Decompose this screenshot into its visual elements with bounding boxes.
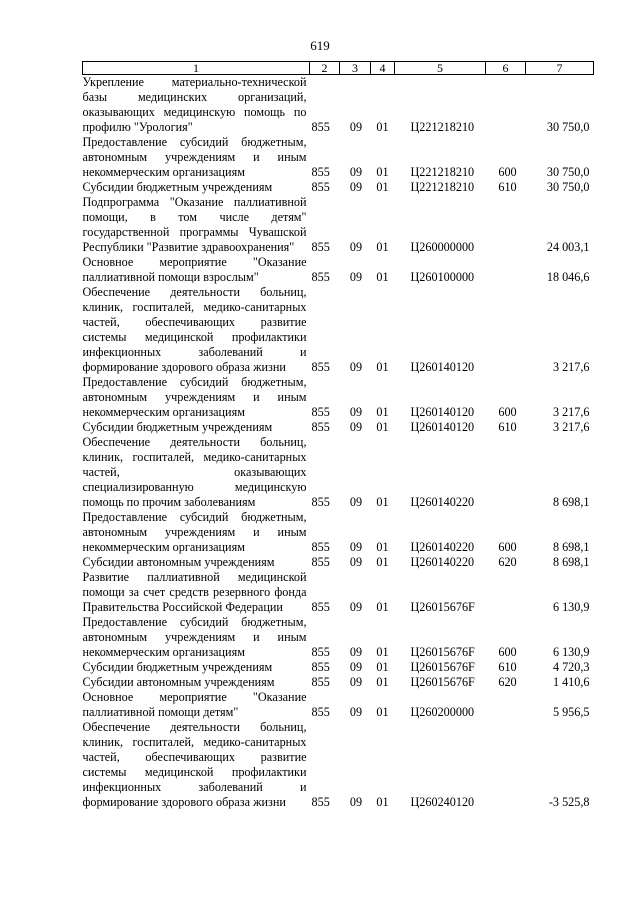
row-gov-code-cell: 855 bbox=[311, 180, 330, 194]
row-gov-code-cell: 855 bbox=[311, 405, 330, 419]
table-row bbox=[83, 195, 594, 255]
table-row bbox=[83, 570, 594, 615]
row-target-article-cell: Ц26015676F bbox=[410, 660, 475, 674]
table-row bbox=[83, 675, 594, 690]
row-expense-type-cell: 600 bbox=[498, 645, 517, 659]
table-row bbox=[83, 510, 594, 555]
table-row bbox=[83, 660, 594, 675]
row-name-cell bbox=[83, 195, 310, 255]
row-name-text: Предоставление субсидий бюджетным, автономным учреждениям и иным некоммерческим организациям bbox=[82, 375, 307, 419]
row-target-article-cell: Ц260140120 bbox=[410, 360, 475, 374]
table-row bbox=[83, 690, 594, 720]
row-name-cell bbox=[83, 720, 310, 810]
header-cell-target-article: 5 bbox=[395, 62, 486, 75]
table-row bbox=[83, 435, 594, 510]
row-target-article-cell: Ц221218210 bbox=[410, 180, 475, 194]
row-gov-code-cell: 855 bbox=[311, 120, 330, 134]
row-section-cell: 09 bbox=[349, 705, 363, 719]
row-name-text: Развитие паллиативной медицинской помощи за счет средств резервного фонда Правительства Российской Федерации bbox=[82, 570, 307, 614]
row-name-cell bbox=[83, 135, 310, 180]
row-name-cell bbox=[83, 690, 310, 720]
table-row bbox=[83, 720, 594, 810]
row-gov-code-cell: 855 bbox=[311, 555, 330, 569]
row-subsection-cell: 01 bbox=[376, 120, 389, 134]
row-name-text: Предоставление субсидий бюджетным, автономным учреждениям и иным некоммерческим организациям bbox=[82, 510, 307, 554]
row-target-article-cell: Ц260140120 bbox=[410, 420, 475, 434]
row-target-article-cell: Ц26015676F bbox=[410, 600, 475, 614]
row-expense-type-cell bbox=[486, 75, 526, 136]
row-section-cell: 09 bbox=[349, 405, 363, 419]
row-amount-cell: 6 130,9 bbox=[552, 645, 590, 659]
row-gov-code-cell: 855 bbox=[311, 675, 330, 689]
table-body bbox=[83, 75, 594, 811]
row-target-article-cell: Ц260140220 bbox=[410, 540, 475, 554]
row-gov-code-cell: 855 bbox=[311, 240, 330, 254]
row-amount-cell: 8 698,1 bbox=[552, 555, 590, 569]
row-gov-code-cell: 855 bbox=[311, 270, 330, 284]
row-subsection-cell: 01 bbox=[376, 600, 389, 614]
row-subsection-cell: 01 bbox=[376, 645, 389, 659]
table-row bbox=[83, 255, 594, 285]
row-expense-type-cell: 610 bbox=[498, 180, 517, 194]
row-amount-cell: 6 130,9 bbox=[552, 600, 590, 614]
row-subsection-cell: 01 bbox=[376, 540, 389, 554]
row-target-article-cell: Ц260140120 bbox=[410, 405, 475, 419]
row-name-cell bbox=[83, 555, 310, 570]
row-expense-type-cell: 600 bbox=[498, 165, 517, 179]
row-amount-cell: 24 003,1 bbox=[546, 240, 590, 254]
row-expense-type-cell bbox=[486, 690, 526, 720]
row-expense-type-cell: 610 bbox=[498, 420, 517, 434]
row-gov-code-cell: 855 bbox=[311, 420, 330, 434]
row-expense-type-cell bbox=[486, 195, 526, 255]
row-name-cell bbox=[83, 570, 310, 615]
row-name-cell bbox=[83, 375, 310, 420]
row-target-article-cell: Ц260240120 bbox=[410, 795, 475, 809]
row-name-text: Субсидии бюджетным учреждениям bbox=[82, 180, 273, 194]
table-row bbox=[83, 555, 594, 570]
row-section-cell: 09 bbox=[349, 180, 363, 194]
row-amount-cell: 3 217,6 bbox=[552, 360, 590, 374]
row-gov-code-cell: 855 bbox=[311, 360, 330, 374]
row-name-cell bbox=[83, 180, 310, 195]
row-section-cell: 09 bbox=[349, 600, 363, 614]
row-section-cell: 09 bbox=[349, 660, 363, 674]
header-cell-section: 3 bbox=[340, 62, 371, 75]
row-name-text: Субсидии автономным учреждениям bbox=[82, 555, 275, 569]
row-name-cell bbox=[83, 255, 310, 285]
row-amount-cell: 8 698,1 bbox=[552, 495, 590, 509]
row-section-cell: 09 bbox=[349, 540, 363, 554]
table-row bbox=[83, 285, 594, 375]
row-gov-code-cell: 855 bbox=[311, 645, 330, 659]
table-row bbox=[83, 375, 594, 420]
header-cell-amount: 7 bbox=[526, 62, 594, 75]
row-name-text: Обеспечение деятельности больниц, клиник, госпиталей, медико-санитарных частей, обеспечивающих развитие системы медицинской профилактики инфекционных заболеваний и формирование здорового образа жизни bbox=[82, 720, 307, 809]
row-name-cell bbox=[83, 75, 310, 136]
row-name-cell bbox=[83, 435, 310, 510]
row-subsection-cell: 01 bbox=[376, 270, 389, 284]
row-subsection-cell: 01 bbox=[376, 555, 389, 569]
row-name-text: Предоставление субсидий бюджетным, автономным учреждениям и иным некоммерческим организациям bbox=[82, 615, 307, 659]
table-row bbox=[83, 135, 594, 180]
row-expense-type-cell: 610 bbox=[498, 660, 517, 674]
row-subsection-cell: 01 bbox=[376, 675, 389, 689]
row-amount-cell: 8 698,1 bbox=[552, 540, 590, 554]
row-section-cell: 09 bbox=[349, 495, 363, 509]
row-name-text: Основное мероприятие "Оказание паллиативной помощи взрослым" bbox=[82, 255, 307, 284]
header-cell-gov: 2 bbox=[310, 62, 340, 75]
row-gov-code-cell: 855 bbox=[311, 705, 330, 719]
row-subsection-cell: 01 bbox=[376, 360, 389, 374]
row-expense-type-cell bbox=[486, 720, 526, 810]
row-name-text: Предоставление субсидий бюджетным, автономным учреждениям и иным некоммерческим организациям bbox=[82, 135, 307, 179]
row-expense-type-cell: 620 bbox=[498, 675, 517, 689]
row-target-article-cell: Ц260140220 bbox=[410, 555, 475, 569]
row-amount-cell: 3 217,6 bbox=[552, 405, 590, 419]
row-name-cell bbox=[83, 675, 310, 690]
row-name-text: Основное мероприятие "Оказание паллиативной помощи детям" bbox=[82, 690, 307, 719]
row-amount-cell: 5 956,5 bbox=[552, 705, 590, 719]
row-target-article-cell: Ц260000000 bbox=[410, 240, 475, 254]
row-expense-type-cell bbox=[486, 435, 526, 510]
row-expense-type-cell: 600 bbox=[498, 405, 517, 419]
row-target-article-cell: Ц221218210 bbox=[410, 120, 475, 134]
page-number: 619 bbox=[310, 38, 330, 53]
row-subsection-cell: 01 bbox=[376, 420, 389, 434]
row-name-cell bbox=[83, 660, 310, 675]
row-subsection-cell: 01 bbox=[376, 165, 389, 179]
row-amount-cell: 3 217,6 bbox=[552, 420, 590, 434]
row-gov-code-cell: 855 bbox=[311, 660, 330, 674]
header-cell-expense-type: 6 bbox=[486, 62, 526, 75]
row-target-article-cell: Ц260140220 bbox=[410, 495, 475, 509]
row-expense-type-cell bbox=[486, 285, 526, 375]
row-gov-code-cell: 855 bbox=[311, 540, 330, 554]
row-name-cell bbox=[83, 420, 310, 435]
row-gov-code-cell: 855 bbox=[311, 165, 330, 179]
row-name-cell bbox=[83, 285, 310, 375]
row-section-cell: 09 bbox=[349, 645, 363, 659]
row-subsection-cell: 01 bbox=[376, 240, 389, 254]
row-subsection-cell: 01 bbox=[376, 795, 389, 809]
row-subsection-cell: 01 bbox=[376, 405, 389, 419]
row-amount-cell: 1 410,6 bbox=[552, 675, 590, 689]
row-amount-cell: -3 525,8 bbox=[548, 795, 590, 809]
budget-table bbox=[82, 61, 594, 810]
table-row bbox=[83, 75, 594, 136]
row-amount-cell: 30 750,0 bbox=[546, 180, 590, 194]
row-name-text: Обеспечение деятельности больниц, клиник, госпиталей, медико-санитарных частей, обеспечивающих развитие системы медицинской профилактики инфекционных заболеваний и формирование здорового образа жизни bbox=[82, 285, 307, 374]
row-section-cell: 09 bbox=[349, 270, 363, 284]
row-target-article-cell: Ц221218210 bbox=[410, 165, 475, 179]
row-section-cell: 09 bbox=[349, 420, 363, 434]
row-gov-code-cell: 855 bbox=[311, 795, 330, 809]
row-target-article-cell: Ц26015676F bbox=[410, 645, 475, 659]
row-name-text: Подпрограмма "Оказание паллиативной помощи, в том числе детям" государственной программы Чувашской Республики "Развитие здравоохранения" bbox=[82, 195, 307, 254]
row-subsection-cell: 01 bbox=[376, 705, 389, 719]
row-target-article-cell: Ц26015676F bbox=[410, 675, 475, 689]
row-section-cell: 09 bbox=[349, 165, 363, 179]
row-section-cell: 09 bbox=[349, 120, 363, 134]
row-section-cell: 09 bbox=[349, 555, 363, 569]
row-gov-code-cell: 855 bbox=[311, 495, 330, 509]
row-name-text: Субсидии бюджетным учреждениям bbox=[82, 420, 273, 434]
row-target-article-cell: Ц260100000 bbox=[410, 270, 475, 284]
row-expense-type-cell bbox=[486, 255, 526, 285]
row-target-article-cell: Ц260200000 bbox=[410, 705, 475, 719]
row-name-text: Обеспечение деятельности больниц, клиник, госпиталей, медико-санитарных частей, оказывающих специализированную медицинскую помощь по прочим заболеваниям bbox=[82, 435, 307, 509]
row-section-cell: 09 bbox=[349, 240, 363, 254]
row-gov-code-cell: 855 bbox=[311, 600, 330, 614]
table-row bbox=[83, 420, 594, 435]
row-amount-cell: 4 720,3 bbox=[552, 660, 590, 674]
header-cell-subsection: 4 bbox=[371, 62, 395, 75]
row-amount-cell: 18 046,6 bbox=[546, 270, 590, 284]
row-name-text: Укрепление материально-технической базы медицинских организаций, оказывающих медицинскую помощь по профилю "Урология" bbox=[82, 75, 307, 134]
row-section-cell: 09 bbox=[349, 360, 363, 374]
row-subsection-cell: 01 bbox=[376, 660, 389, 674]
row-name-text: Субсидии автономным учреждениям bbox=[82, 675, 275, 689]
row-amount-cell: 30 750,0 bbox=[546, 120, 590, 134]
row-subsection-cell: 01 bbox=[376, 180, 389, 194]
row-expense-type-cell bbox=[486, 570, 526, 615]
table-row bbox=[83, 180, 594, 195]
row-name-cell bbox=[83, 615, 310, 660]
row-amount-cell: 30 750,0 bbox=[546, 165, 590, 179]
row-section-cell: 09 bbox=[349, 675, 363, 689]
row-expense-type-cell: 620 bbox=[498, 555, 517, 569]
row-subsection-cell: 01 bbox=[376, 495, 389, 509]
table-header bbox=[83, 62, 594, 75]
row-section-cell: 09 bbox=[349, 795, 363, 809]
row-name-text: Субсидии бюджетным учреждениям bbox=[82, 660, 273, 674]
table-row bbox=[83, 615, 594, 660]
header-cell-name: 1 bbox=[83, 62, 310, 75]
row-expense-type-cell: 600 bbox=[498, 540, 517, 554]
row-name-cell bbox=[83, 510, 310, 555]
